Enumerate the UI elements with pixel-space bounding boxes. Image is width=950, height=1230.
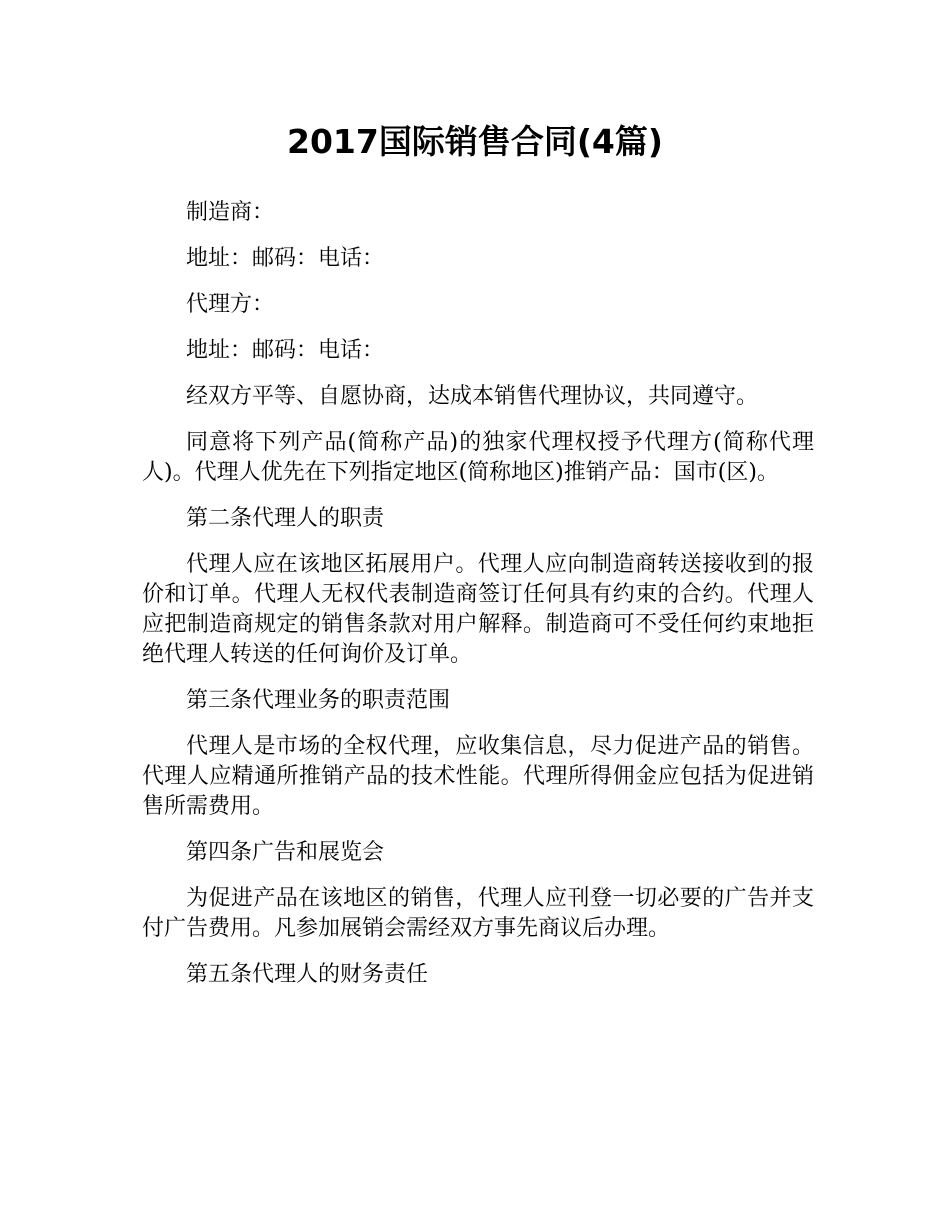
paragraph-advertising: 为促进产品在该地区的销售，代理人应刊登一切必要的广告并支付广告费用。凡参加展销会需经双方事先商议后办理。 bbox=[142, 886, 814, 941]
paragraph-agency-scope: 代理人是市场的全权代理，应收集信息，尽力促进产品的销售。代理人应精通所推销产品的技术性能。代理所得佣金应包括为促进销售所需费用。 bbox=[142, 734, 814, 819]
paragraph-exclusive-agency: 同意将下列产品(简称产品)的独家代理权授予代理方(简称代理人)。代理人优先在下列指定地区(简称地区)推销产品：国市(区)。 bbox=[142, 430, 814, 485]
section-heading-article-5: 第五条代理人的财务责任 bbox=[186, 962, 429, 987]
document-title: 2017国际销售合同(4篇) bbox=[287, 122, 663, 161]
section-heading-article-3: 第三条代理业务的职责范围 bbox=[186, 688, 451, 713]
paragraph-agent: 代理方： bbox=[186, 292, 275, 317]
paragraph-manufacturer: 制造商： bbox=[186, 200, 275, 225]
paragraph-agreement: 经双方平等、自愿协商，达成本销售代理协议，共同遵守。 bbox=[186, 384, 759, 409]
paragraph-agent-duties: 代理人应在该地区拓展用户。代理人应向制造商转送接收到的报价和订单。代理人无权代表制造商签订任何具有约束的合约。代理人应把制造商规定的销售条款对用户解释。制造商可不受任何约束地拒绝代理人转送的任何询价及订单。 bbox=[142, 552, 814, 667]
paragraph-agent-address: 地址：邮码：电话： bbox=[186, 338, 385, 363]
section-heading-article-4: 第四条广告和展览会 bbox=[186, 840, 385, 865]
document-body bbox=[142, 198, 814, 1006]
paragraph-manufacturer-address: 地址：邮码：电话： bbox=[186, 246, 385, 271]
section-heading-article-2: 第二条代理人的职责 bbox=[186, 506, 385, 531]
